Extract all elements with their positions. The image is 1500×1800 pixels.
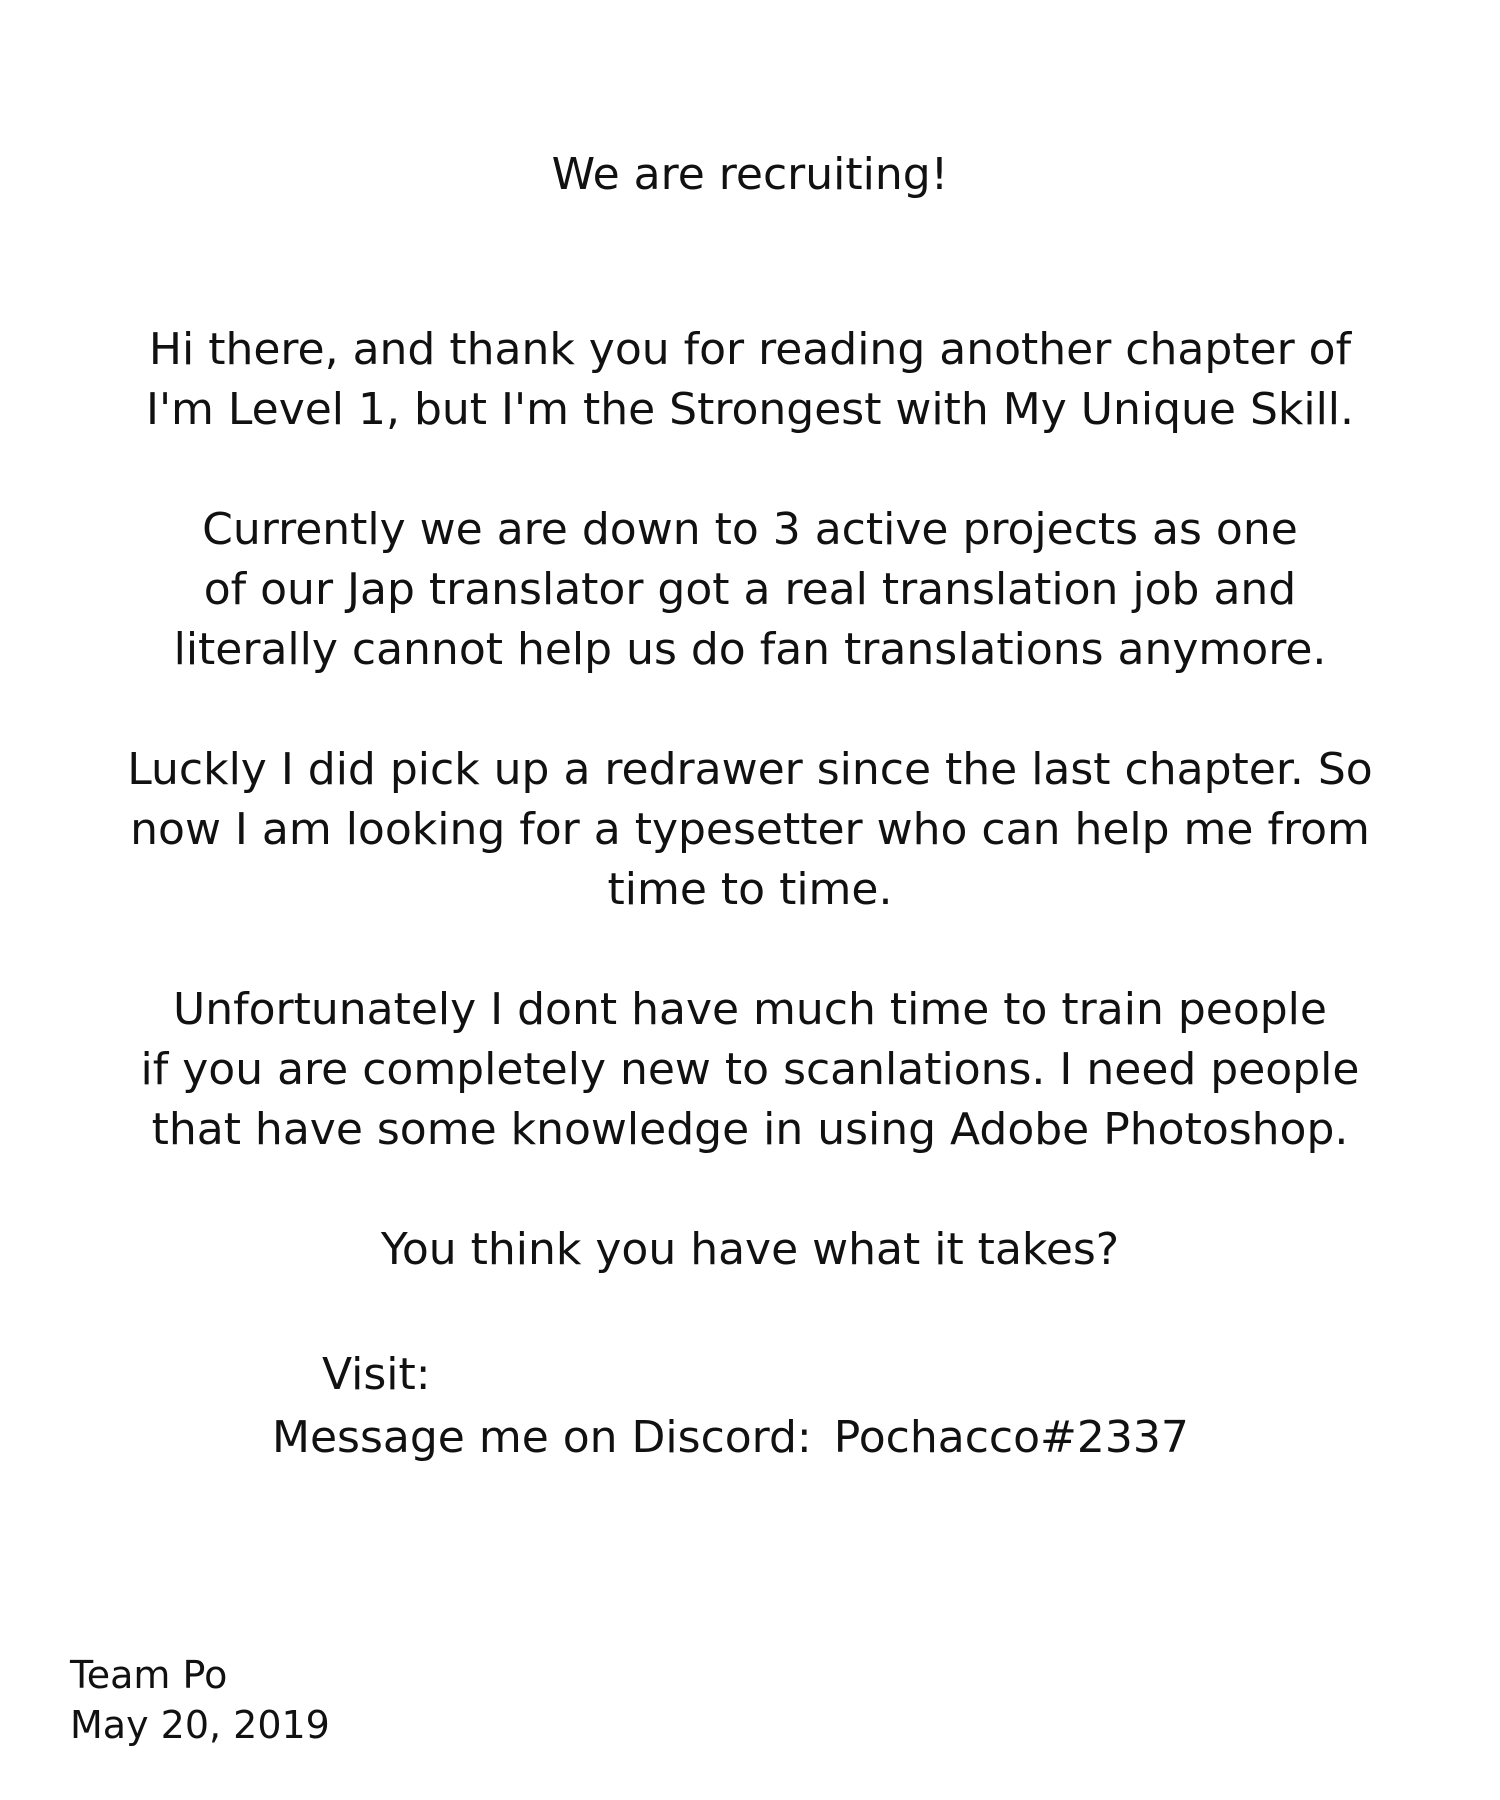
paragraph-line: now I am looking for a typesetter who can help me from [130, 804, 1370, 855]
signature-team: Team Po [70, 1653, 228, 1697]
paragraph-line: that have some knowledge in using Adobe Photoshop. [151, 1104, 1349, 1155]
signature [70, 1650, 330, 1750]
paragraph-line: Luckly I did pick up a redrawer since the last chapter. So [127, 744, 1373, 795]
signature-date: May 20, 2019 [70, 1703, 330, 1747]
looking-for-paragraph [0, 740, 1500, 920]
discord-contact [272, 1408, 1189, 1468]
paragraph-line: literally cannot help us do fan translations anymore. [173, 624, 1327, 675]
paragraph-line: Unfortunately I dont have much time to train people [173, 984, 1327, 1035]
discord-label: Message me on Discord: [272, 1412, 812, 1463]
paragraph-line: Currently we are down to 3 active projects as one [202, 504, 1298, 555]
paragraph-line: Hi there, and thank you for reading another chapter of [148, 324, 1352, 375]
headline: We are recruiting! [551, 149, 949, 200]
question-line: You think you have what it takes? [380, 1224, 1120, 1275]
requirements-paragraph [0, 980, 1500, 1160]
visit-label: Visit: [322, 1349, 431, 1400]
paragraph-line: if you are completely new to scanlations. I need people [140, 1044, 1360, 1095]
paragraph-line: time to time. [607, 864, 893, 915]
status-paragraph [0, 500, 1500, 680]
discord-handle: Pochacco#2337 [833, 1412, 1189, 1463]
paragraph-line: of our Jap translator got a real translation job and [203, 564, 1297, 615]
intro-paragraph [0, 320, 1500, 440]
paragraph-line: I'm Level 1, but I'm the Strongest with My Unique Skill. [145, 384, 1355, 435]
